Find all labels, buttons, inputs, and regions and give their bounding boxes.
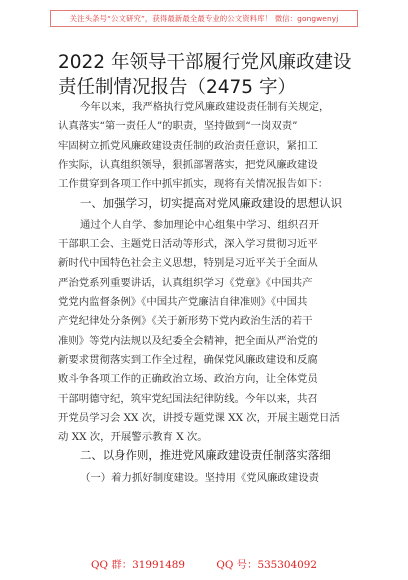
paragraph-line: 动 XX 次，开展警示教育 X 次。 <box>58 431 208 444</box>
paragraph-line: 今年以来，我严格执行党风廉政建设责任制有关规定， <box>80 101 330 113</box>
paragraph-line: 开党员学习会 XX 次，讲授专题党课 XX 次，开展主题党日活 <box>58 411 340 424</box>
paragraph-line: 工作贯穿到各项工作中抓牢抓实，现将有关情况报告如下： <box>58 178 329 191</box>
paragraph-line: 败斗争各项工作的正确政治立场、政治方向，让全体党员 <box>58 373 318 386</box>
paragraph-line: 通过个人自学、参加理论中心组集中学习、组织召开 <box>80 218 319 231</box>
qq-number-text: QQ 号：535304092 <box>216 559 317 571</box>
qq-group-text: QQ 群：31991489 <box>91 559 186 571</box>
paragraph-line: 党党内监督条例》《中国共产党廉洁自律准则》《中国共 <box>58 296 308 308</box>
paragraph-line: 作实际，认真组织领导，狠抓部署落实，把党风廉政建设 <box>58 158 318 171</box>
paragraph-line: （一）着力抓好制度建设。坚持用《党风廉政建设责 <box>80 471 319 484</box>
paragraph-line: 准则》等党内法规以及纪委全会精神，把全面从严治党的 <box>58 334 318 347</box>
paragraph-line: 产党纪律处分条例》《关于新形势下党内政治生活的若干 <box>58 315 313 328</box>
section-heading-1: 一、加强学习，切实提高对党风廉政建设的思想认识 <box>80 195 342 210</box>
promo-banner-text: 关注头条号“公文研究”，获得最新最全最专业的公文资料库！ 微信：gongwenyj <box>69 14 339 23</box>
paragraph-line: 新要求贯彻落实到工作全过程，确保党风廉政建设和反腐 <box>58 353 318 366</box>
paragraph-line: 干部明德守纪，筑牢党纪国法纪律防线。今年以来，共召 <box>58 392 318 405</box>
paragraph-line: 牢固树立抓党风廉政建设责任制的政治责任意识，紧扣工 <box>58 139 318 152</box>
paragraph-line: 严治党系列重要讲话，认真组织学习《党章》《中国共产 <box>58 276 313 289</box>
paragraph-line: 认真落实“第一责任人”的职责，坚持做到“一岗双责” <box>58 120 298 133</box>
paragraph-line: 新时代中国特色社会主义思想，特别是习近平关于全面从 <box>58 257 318 270</box>
contact-footer <box>0 556 408 571</box>
promo-banner <box>50 10 358 27</box>
section-heading-2: 二、以身作则，推进党风廉政建设责任制落实落细 <box>80 448 331 463</box>
document-title: 2022 年领导干部履行党风廉政建设责任制情况报告（2475 字） <box>58 52 352 98</box>
paragraph-line: 干部职工会、主题党日活动等形式，深入学习贯彻习近平 <box>58 238 318 251</box>
